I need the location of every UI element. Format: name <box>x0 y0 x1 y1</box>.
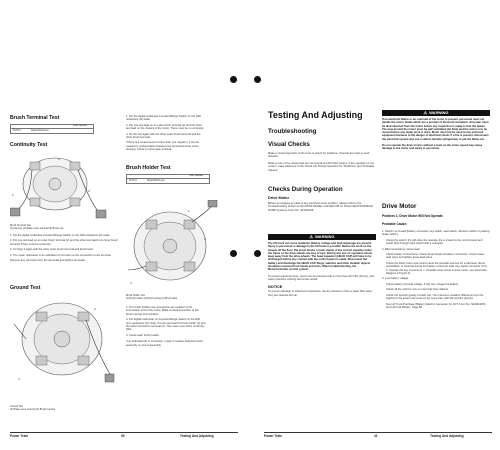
list-item: Check the specific gravity of each cell. The maximum variation difference from the highest to the lowest cell must not be more than .020 (50 specific gravity). <box>386 293 484 301</box>
list-item: 4. The meter resistance is an indication of corrosion at the connection to the terminal. <box>10 253 112 257</box>
tool-desc: Digital Multimeter <box>147 179 165 182</box>
list-item: 3. Do the test again with the other outer brush terminal and the other brush terminal. <box>126 132 201 140</box>
list-item: 3. Check each brush holder. <box>126 333 160 337</box>
heading-checks-during-operation: Checks During Operation <box>268 186 343 193</box>
warning-triangle-icon: ⚠ <box>423 110 428 115</box>
figure-caption-text: (2) Brake cover terminal (3) Brush housing <box>10 408 56 411</box>
heading-visual-checks: Visual Checks <box>268 141 310 148</box>
list-item: 2. Put one test lead on an outer brush terminal (2) and the other test lead on the chassis of the motor. There must be no continuity. <box>126 123 205 131</box>
tools-needed-header: Tools Needed <box>188 175 203 177</box>
problem-line: Problem 1: Drive Motor Will Not Operate. <box>382 214 444 218</box>
tools-needed-header: Tools Needed <box>72 125 87 127</box>
footer-right: Testing And Adjusting <box>430 434 464 438</box>
figure-caption-text: (1) Brush holder (2) Brush spring (3) Brush plate <box>126 297 178 300</box>
list-item: 2. Bad connections / loose lead. <box>382 247 421 251</box>
list-item: Check all the cells for one or more that have defects. <box>386 288 449 292</box>
svg-text:2: 2 <box>88 189 90 193</box>
list-item: 1. Switch not closed (battery connector, key switch, seat switch, direction switch or parking brake switch). <box>382 230 490 237</box>
page-title: Testing And Adjusting <box>268 110 363 120</box>
punch-hole-icon <box>254 250 261 257</box>
svg-text:2: 2 <box>94 307 96 311</box>
table-row <box>11 128 93 133</box>
figure-caption-title: Brush Holder Test <box>126 294 145 297</box>
figure-caption-title: Ground Test <box>10 405 23 408</box>
list-item: See Lift Truck Purchase (Battery) Electric Generator (H, 1RT, Form No. SEN4018S) and Lift truck Battery, Page 89. <box>386 302 486 309</box>
right-page <box>250 0 500 450</box>
footer-right: Testing And Adjusting <box>180 434 214 438</box>
punch-hole-icon <box>230 250 237 257</box>
list-item: 3. Low battery voltage. <box>382 277 410 281</box>
list-item: Check the Diest motor and control panel the possible sources for a bad lead. Some possibilities: a. Operate during the battery connector lead, key switch connector (0.5). b. Operate the key connectors. c. Possible short circuit in drive motor, use Schematic Diagram 2.8 (pick 2). <box>386 261 488 276</box>
punch-hole-icon <box>254 76 261 83</box>
figure-caption-text: (1) Flat bar, (2) Brake cover terminal (3) Brush cap <box>10 227 64 230</box>
warning-banner <box>382 110 490 116</box>
section-title-ground-test: Ground Test <box>10 285 41 291</box>
warning-text-2: To prevent personal injury, never use air pressure that is more than 207 kPa (30 psi), and wear protective clothing and a face shield. <box>268 274 374 282</box>
svg-text:3: 3 <box>58 157 60 161</box>
figure-brush-terminal-test <box>10 152 110 222</box>
paragraph: Make a visual inspection of the truck to check for problems. Operate the truck in each direction. <box>268 152 370 159</box>
tool-code: 507473 <box>13 129 21 132</box>
drive-motor-intro: Before an analysis is made of any electrical motor problem, always refer to the Troubleshooting section of the MOTE MODEL and GEN-OR for Power-SECTION/NEAR DUMP Systems, Form No. SFN49049. <box>268 202 373 212</box>
svg-text:1: 1 <box>188 209 190 213</box>
table-row <box>127 178 209 183</box>
tools-needed-table <box>126 174 210 184</box>
list-item: Check battery terminal voltage. It has low, charge the battery. <box>386 282 459 286</box>
section-title-brush-holder-test: Brush Holder Test <box>126 165 171 171</box>
list-item: Check battery connections. Check all terminals of battery connectors. Check fuses, lead wires and tighten loose lead wires. <box>386 253 485 260</box>
warning-label: WARNING <box>429 110 449 115</box>
svg-text:3: 3 <box>18 377 20 381</box>
warning-text: The lift truck can move suddenly. Battery voltage and high amperage are present. Injury to personnel or damage to the lift truck is possible. Before the work on the wheels off the floor. Put wood blocks or jack stands of the correct capacity under the frame so the drive wheels are free to turn. During any test on operation check, keep away from the drive wheels. The head capacitor (HEAD CAP) will have to be discharged before any contact with the control panel is made. Disconnect the battery and discharge the HEAD CAP. Rings, watches and other metallic objects should be removed from hands and arms. When troubleshooting, the MotorController control system. <box>268 242 373 272</box>
list-item: 1. The brush holders are mounted on an insulator of the commutator end of the motor. Make a visual inspection of the brush springs and insulator. <box>126 306 199 316</box>
list-item: 1. Put the digital multimeter Function/Range Switch on the Ω20 resistance (Ω) scale. <box>126 115 201 122</box>
visual-checks-text <box>268 152 376 172</box>
continuity-steps <box>10 234 122 262</box>
subheading-drive-motor: Drive Motor <box>268 196 290 200</box>
tools-needed-table <box>10 124 94 134</box>
page-number: 41 <box>374 434 378 438</box>
right-column-note: If there is a measurement of less than one megohm, it can be caused by contamination between the terminal and the motor housing. Check (1) and clean terminal. <box>126 141 200 152</box>
figure-ground-test <box>10 294 115 384</box>
section-title-brush-terminal-test: Brush Terminal Test <box>10 115 60 121</box>
brush-holder-steps <box>126 306 206 347</box>
warning-text: If an electrical failure or an overload of the motor is present, personnel must not handle the motor. Brake which are a product of the burnt insulation. All power must be disconnected from the motor before any inspection is made to find the failure. The area around the motor must be well ventilated (air flow) and the motor is to be moved before any repair work is done. Motor must not be used in any enclosed equipment because of the danger of electrical shock. If a fire is present, disconnect the electrical system and use a carbon dioxide extinguisher to put the flame out. <box>382 118 489 141</box>
right-column-steps <box>126 115 206 152</box>
continuity-note: Remove any corrosion from the terminals and tighten terminals. <box>10 259 86 263</box>
footer-rule <box>10 432 238 433</box>
svg-text:1: 1 <box>12 193 14 197</box>
footer-left: Power Train <box>264 434 283 438</box>
warning-text-2: Do not operate the drive motors without a load, as the motor speed may cause damage to the motor and injury to personnel. <box>382 144 483 151</box>
list-item: 2. Put digital multimeter on Function/Range Switch on the Ω20 ohm resistance (Ω) scale. Put one test lead to brush holder (1) and the other test lead to terminal (2). The meter must show continuity (0Ω). <box>126 318 206 332</box>
footer-left: Power Train <box>10 434 29 438</box>
heading-troubleshooting: Troubleshooting <box>268 128 317 135</box>
svg-text:3: 3 <box>130 281 132 285</box>
warning-box-2 <box>382 110 490 151</box>
tool-code: 507473 <box>129 179 137 182</box>
list-item: 1. Put the digital multimeter Function/Range Switch on the Ω20 resistance (Ω) scale. <box>10 234 111 237</box>
section-title-continuity-test: Continuity Test <box>10 142 48 148</box>
heading-drive-motor: Drive Motor <box>382 203 417 210</box>
notice-label: NOTICE <box>268 285 283 290</box>
probable-causes-list <box>382 230 490 309</box>
paragraph: Make a note of the noises that are not normal and find their source. If the operation is not correct, make reference to the Check List During Operation for "Problems" and "Probable Causes". <box>268 161 374 172</box>
page-number: 50 <box>121 434 125 438</box>
footer-rule <box>264 432 492 433</box>
warning-label: WARNING <box>315 234 335 239</box>
notice-text: To prevent damage to electrical components, the air pressure is from a water filter when they are cleaned with air. <box>268 290 373 297</box>
list-item: Check the switch. If it will close the operate, the is closed to the control panel and power flow through each switch with a voltmeter. <box>386 238 483 246</box>
warning-triangle-icon: ⚠ <box>309 234 314 239</box>
warning-banner <box>268 234 376 240</box>
list-item: 2. Put one test lead on an outer brush terminal (2) and the other test lead to an inner brush terminal. There must be continuity. <box>10 239 118 246</box>
warning-box <box>268 234 376 297</box>
punch-hole-icon <box>230 76 237 83</box>
probable-cause-label: Probable Cause: <box>382 222 408 226</box>
svg-text:2: 2 <box>204 237 206 241</box>
figure-caption-title: Brush Terminal Test <box>10 224 31 227</box>
list-item: 3. On Step 2 again with the other outer brush terminal and brush lead. <box>10 248 94 252</box>
tool-desc: Digital Multimeter <box>31 129 49 132</box>
figure-brush-holder-test <box>126 200 218 292</box>
brush-holder-note: If an indicated (Ω) is not shown, repair or replace defective brush assembly or end of assembly. <box>126 340 203 347</box>
